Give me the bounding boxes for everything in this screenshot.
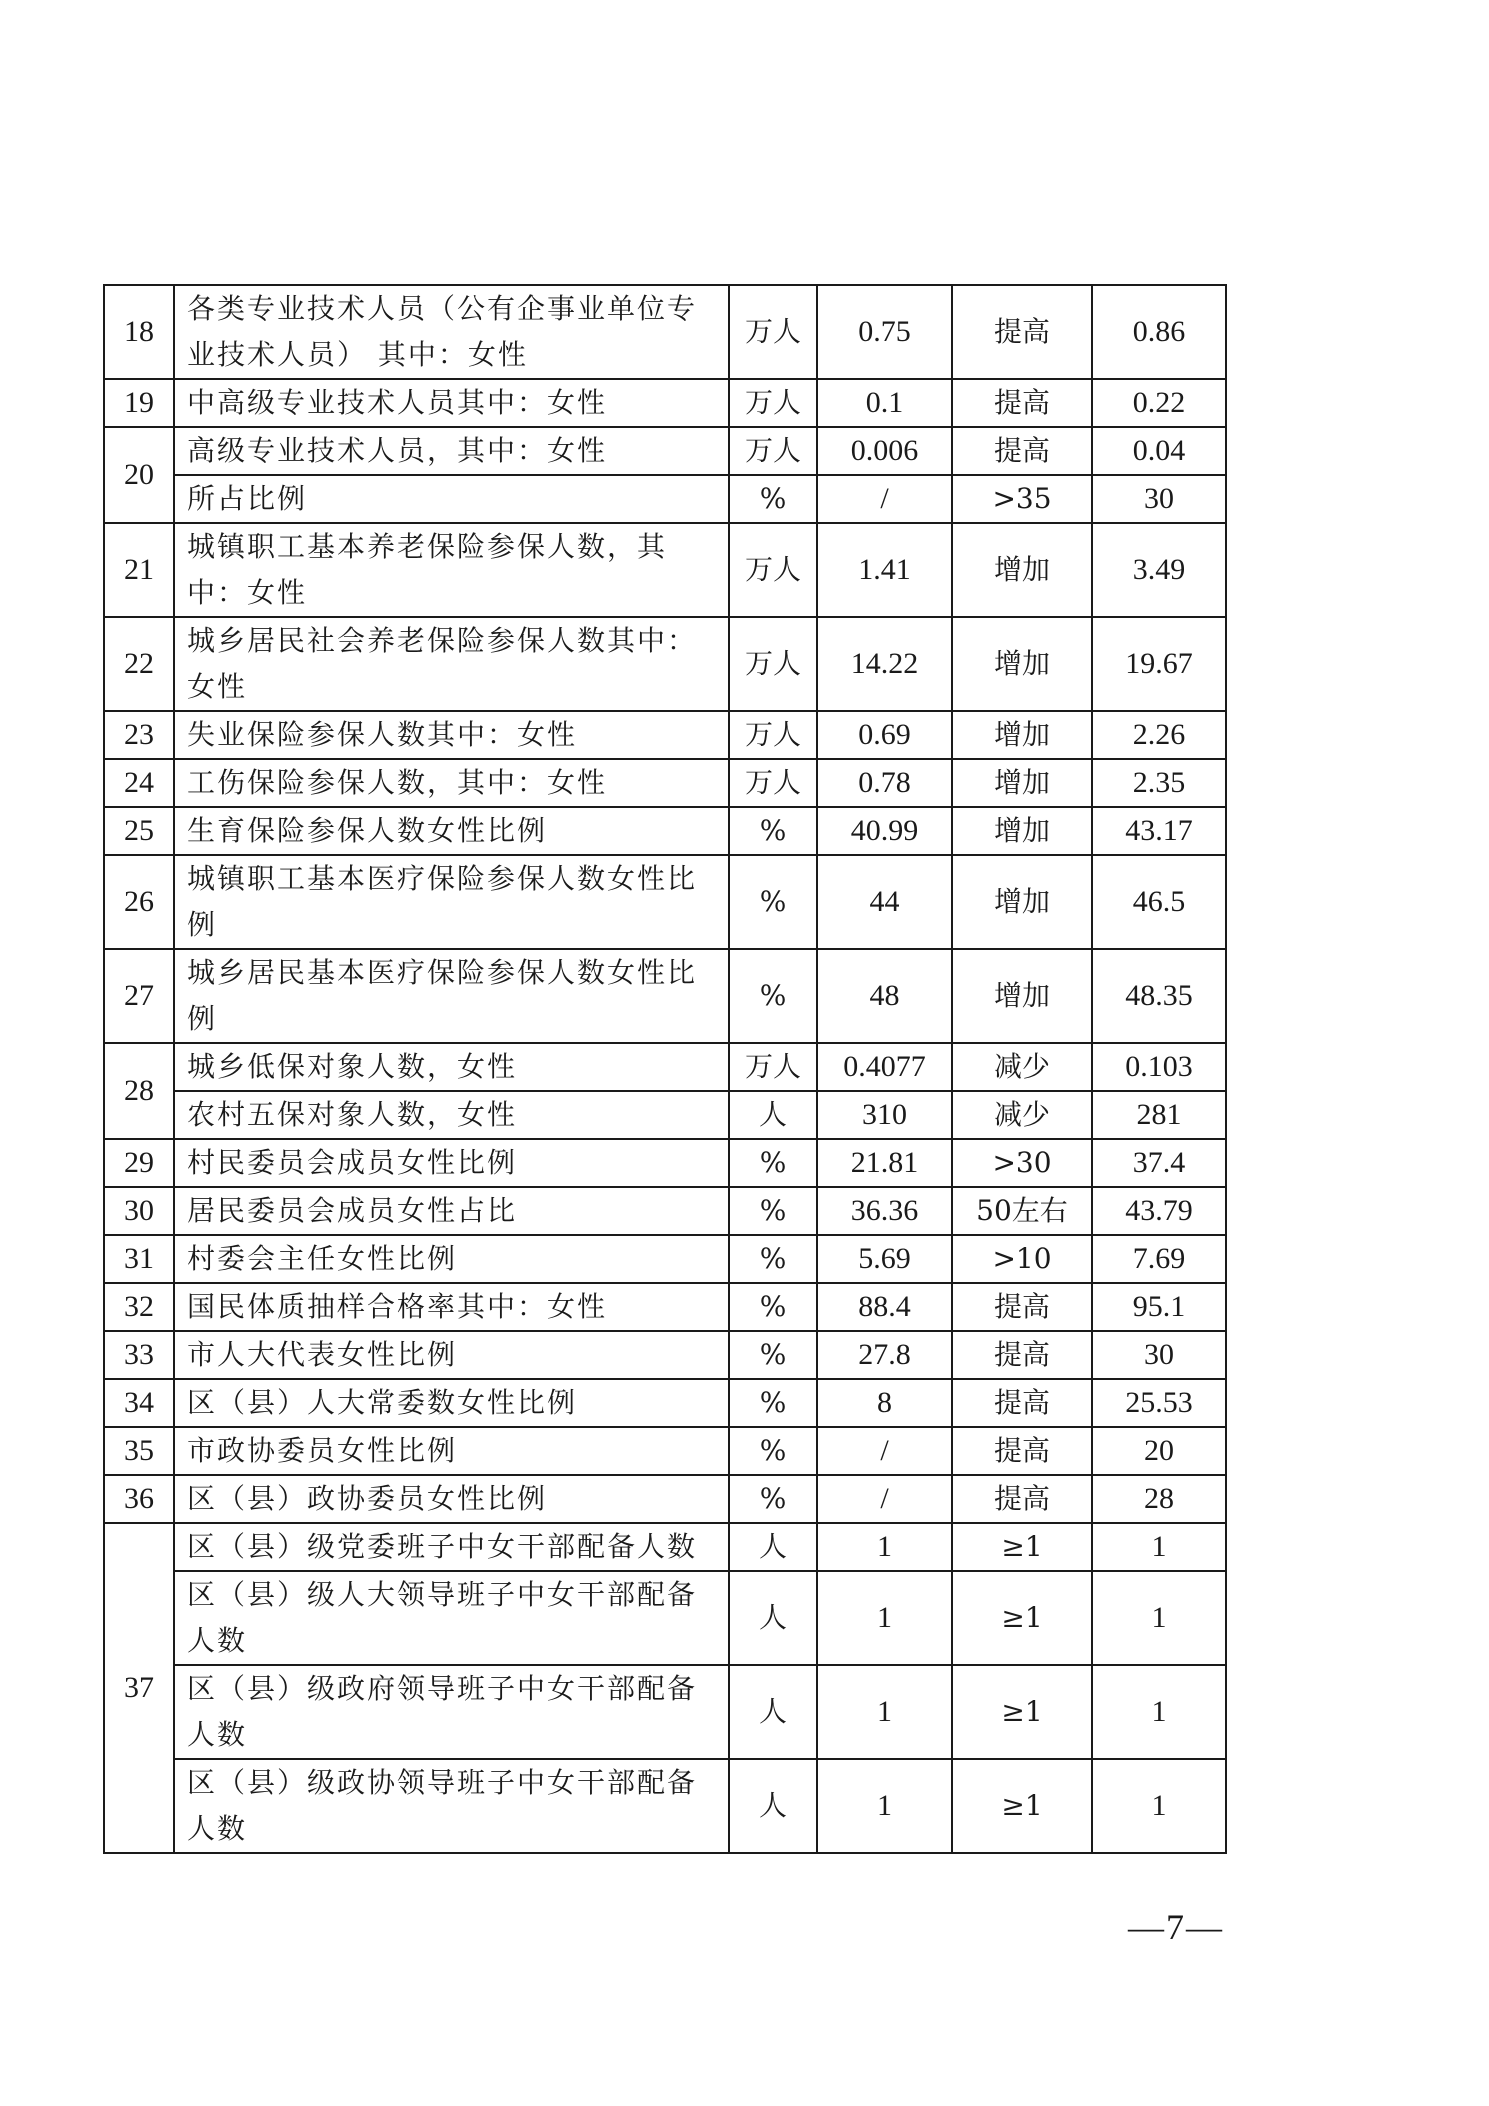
unit-cell: %: [729, 1331, 817, 1379]
indicator-cell: 城镇职工基本养老保险参保人数，其中：女性: [174, 523, 729, 617]
table-row: [104, 1043, 1226, 1091]
unit-cell: 万人: [729, 759, 817, 807]
target-cell: 增加: [952, 949, 1092, 1043]
indicator-cell: 区（县）级人大领导班子中女干部配备人数: [174, 1571, 729, 1665]
indicator-cell: 工伤保险参保人数，其中：女性: [174, 759, 729, 807]
indicator-cell: 农村五保对象人数，女性: [174, 1091, 729, 1139]
actual-value-cell: 1: [1092, 1571, 1226, 1665]
unit-cell: %: [729, 475, 817, 523]
target-cell: 提高: [952, 1475, 1092, 1523]
table-row: [104, 427, 1226, 475]
row-number-cell: 23: [104, 711, 174, 759]
actual-value-cell: 20: [1092, 1427, 1226, 1475]
table-row: [104, 855, 1226, 949]
indicator-cell: 生育保险参保人数女性比例: [174, 807, 729, 855]
baseline-value-cell: 8: [817, 1379, 952, 1427]
row-number-cell: 37: [104, 1523, 174, 1853]
row-number-cell: 36: [104, 1475, 174, 1523]
table-row: [104, 475, 1226, 523]
indicator-cell: 村委会主任女性比例: [174, 1235, 729, 1283]
unit-cell: %: [729, 1139, 817, 1187]
baseline-value-cell: 36.36: [817, 1187, 952, 1235]
unit-cell: %: [729, 1427, 817, 1475]
table-row: [104, 1235, 1226, 1283]
indicator-cell: 居民委员会成员女性占比: [174, 1187, 729, 1235]
baseline-value-cell: 0.1: [817, 379, 952, 427]
indicator-cell: 市人大代表女性比例: [174, 1331, 729, 1379]
unit-cell: %: [729, 1235, 817, 1283]
target-cell: 提高: [952, 1427, 1092, 1475]
unit-cell: 万人: [729, 523, 817, 617]
actual-value-cell: 95.1: [1092, 1283, 1226, 1331]
table-row: [104, 1427, 1226, 1475]
unit-cell: 万人: [729, 285, 817, 379]
row-number-cell: 26: [104, 855, 174, 949]
page-number: —7—: [1128, 1907, 1224, 1947]
table-row: [104, 759, 1226, 807]
target-cell: 50左右: [952, 1187, 1092, 1235]
target-cell: 提高: [952, 1283, 1092, 1331]
row-number-cell: 24: [104, 759, 174, 807]
table-row: [104, 617, 1226, 711]
unit-cell: %: [729, 1379, 817, 1427]
baseline-value-cell: 14.22: [817, 617, 952, 711]
indicator-cell: 区（县）级政协领导班子中女干部配备人数: [174, 1759, 729, 1853]
indicator-cell: 市政协委员女性比例: [174, 1427, 729, 1475]
indicator-cell: 城镇职工基本医疗保险参保人数女性比例: [174, 855, 729, 949]
baseline-value-cell: /: [817, 475, 952, 523]
baseline-value-cell: 40.99: [817, 807, 952, 855]
table-row: [104, 285, 1226, 379]
table-row: [104, 711, 1226, 759]
baseline-value-cell: 5.69: [817, 1235, 952, 1283]
actual-value-cell: 7.69: [1092, 1235, 1226, 1283]
row-number-cell: 33: [104, 1331, 174, 1379]
unit-cell: %: [729, 1475, 817, 1523]
actual-value-cell: 2.35: [1092, 759, 1226, 807]
target-cell: 减少: [952, 1091, 1092, 1139]
indicator-cell: 国民体质抽样合格率其中：女性: [174, 1283, 729, 1331]
target-cell: 提高: [952, 1379, 1092, 1427]
indicator-cell: 城乡低保对象人数，女性: [174, 1043, 729, 1091]
table-row: [104, 1139, 1226, 1187]
table-row: [104, 1665, 1226, 1759]
row-number-cell: 29: [104, 1139, 174, 1187]
row-number-cell: 28: [104, 1043, 174, 1139]
actual-value-cell: 281: [1092, 1091, 1226, 1139]
baseline-value-cell: 0.75: [817, 285, 952, 379]
table-row: [104, 1379, 1226, 1427]
baseline-value-cell: /: [817, 1475, 952, 1523]
target-cell: 增加: [952, 617, 1092, 711]
unit-cell: 万人: [729, 617, 817, 711]
unit-cell: 人: [729, 1665, 817, 1759]
actual-value-cell: 30: [1092, 475, 1226, 523]
target-cell: 提高: [952, 379, 1092, 427]
unit-cell: %: [729, 949, 817, 1043]
baseline-value-cell: 88.4: [817, 1283, 952, 1331]
baseline-value-cell: 27.8: [817, 1331, 952, 1379]
table-row: [104, 1187, 1226, 1235]
actual-value-cell: 1: [1092, 1665, 1226, 1759]
table-row: [104, 1331, 1226, 1379]
actual-value-cell: 30: [1092, 1331, 1226, 1379]
target-cell: >10: [952, 1235, 1092, 1283]
baseline-value-cell: 21.81: [817, 1139, 952, 1187]
table-row: [104, 1091, 1226, 1139]
indicator-cell: 失业保险参保人数其中：女性: [174, 711, 729, 759]
table-row: [104, 379, 1226, 427]
row-number-cell: 22: [104, 617, 174, 711]
target-cell: ≥1: [952, 1523, 1092, 1571]
actual-value-cell: 25.53: [1092, 1379, 1226, 1427]
target-cell: 增加: [952, 759, 1092, 807]
actual-value-cell: 0.86: [1092, 285, 1226, 379]
unit-cell: 万人: [729, 427, 817, 475]
row-number-cell: 35: [104, 1427, 174, 1475]
target-cell: ≥1: [952, 1665, 1092, 1759]
indicator-cell: 村民委员会成员女性比例: [174, 1139, 729, 1187]
row-number-cell: 20: [104, 427, 174, 523]
target-cell: 增加: [952, 807, 1092, 855]
baseline-value-cell: 0.006: [817, 427, 952, 475]
row-number-cell: 21: [104, 523, 174, 617]
indicator-cell: 中高级专业技术人员其中：女性: [174, 379, 729, 427]
target-cell: 提高: [952, 427, 1092, 475]
actual-value-cell: 46.5: [1092, 855, 1226, 949]
target-cell: 增加: [952, 523, 1092, 617]
unit-cell: 万人: [729, 379, 817, 427]
actual-value-cell: 48.35: [1092, 949, 1226, 1043]
row-number-cell: 25: [104, 807, 174, 855]
indicator-cell: 城乡居民社会养老保险参保人数其中：女性: [174, 617, 729, 711]
baseline-value-cell: 1.41: [817, 523, 952, 617]
unit-cell: 万人: [729, 711, 817, 759]
baseline-value-cell: 1: [817, 1759, 952, 1853]
table-row: [104, 523, 1226, 617]
actual-value-cell: 43.17: [1092, 807, 1226, 855]
indicator-table: [103, 284, 1227, 1854]
target-cell: 增加: [952, 711, 1092, 759]
actual-value-cell: 37.4: [1092, 1139, 1226, 1187]
unit-cell: %: [729, 1283, 817, 1331]
table-row: [104, 807, 1226, 855]
unit-cell: 人: [729, 1091, 817, 1139]
baseline-value-cell: 1: [817, 1665, 952, 1759]
unit-cell: %: [729, 1187, 817, 1235]
target-cell: 减少: [952, 1043, 1092, 1091]
baseline-value-cell: 48: [817, 949, 952, 1043]
target-cell: >35: [952, 475, 1092, 523]
target-cell: 提高: [952, 1331, 1092, 1379]
indicator-cell: 区（县）人大常委数女性比例: [174, 1379, 729, 1427]
table-row: [104, 1523, 1226, 1571]
target-cell: ≥1: [952, 1759, 1092, 1853]
actual-value-cell: 3.49: [1092, 523, 1226, 617]
actual-value-cell: 0.22: [1092, 379, 1226, 427]
baseline-value-cell: /: [817, 1427, 952, 1475]
baseline-value-cell: 1: [817, 1523, 952, 1571]
baseline-value-cell: 0.4077: [817, 1043, 952, 1091]
actual-value-cell: 1: [1092, 1523, 1226, 1571]
target-cell: 提高: [952, 285, 1092, 379]
row-number-cell: 32: [104, 1283, 174, 1331]
table-row: [104, 949, 1226, 1043]
row-number-cell: 31: [104, 1235, 174, 1283]
target-cell: 增加: [952, 855, 1092, 949]
indicator-cell: 高级专业技术人员，其中：女性: [174, 427, 729, 475]
baseline-value-cell: 1: [817, 1571, 952, 1665]
actual-value-cell: 0.04: [1092, 427, 1226, 475]
actual-value-cell: 1: [1092, 1759, 1226, 1853]
indicator-cell: 各类专业技术人员（公有企事业单位专业技术人员） 其中：女性: [174, 285, 729, 379]
baseline-value-cell: 0.69: [817, 711, 952, 759]
unit-cell: 万人: [729, 1043, 817, 1091]
row-number-cell: 18: [104, 285, 174, 379]
unit-cell: 人: [729, 1571, 817, 1665]
indicator-cell: 区（县）政协委员女性比例: [174, 1475, 729, 1523]
actual-value-cell: 19.67: [1092, 617, 1226, 711]
unit-cell: 人: [729, 1759, 817, 1853]
actual-value-cell: 0.103: [1092, 1043, 1226, 1091]
table-row: [104, 1475, 1226, 1523]
actual-value-cell: 43.79: [1092, 1187, 1226, 1235]
baseline-value-cell: 0.78: [817, 759, 952, 807]
row-number-cell: 19: [104, 379, 174, 427]
row-number-cell: 27: [104, 949, 174, 1043]
indicator-table-body: [104, 285, 1226, 1853]
indicator-cell: 城乡居民基本医疗保险参保人数女性比例: [174, 949, 729, 1043]
target-cell: ≥1: [952, 1571, 1092, 1665]
actual-value-cell: 28: [1092, 1475, 1226, 1523]
table-row: [104, 1571, 1226, 1665]
indicator-cell: 所占比例: [174, 475, 729, 523]
unit-cell: 人: [729, 1523, 817, 1571]
table-row: [104, 1283, 1226, 1331]
table-row: [104, 1759, 1226, 1853]
baseline-value-cell: 44: [817, 855, 952, 949]
target-cell: >30: [952, 1139, 1092, 1187]
indicator-cell: 区（县）级政府领导班子中女干部配备人数: [174, 1665, 729, 1759]
indicator-cell: 区（县）级党委班子中女干部配备人数: [174, 1523, 729, 1571]
baseline-value-cell: 310: [817, 1091, 952, 1139]
unit-cell: %: [729, 855, 817, 949]
row-number-cell: 30: [104, 1187, 174, 1235]
actual-value-cell: 2.26: [1092, 711, 1226, 759]
unit-cell: %: [729, 807, 817, 855]
row-number-cell: 34: [104, 1379, 174, 1427]
